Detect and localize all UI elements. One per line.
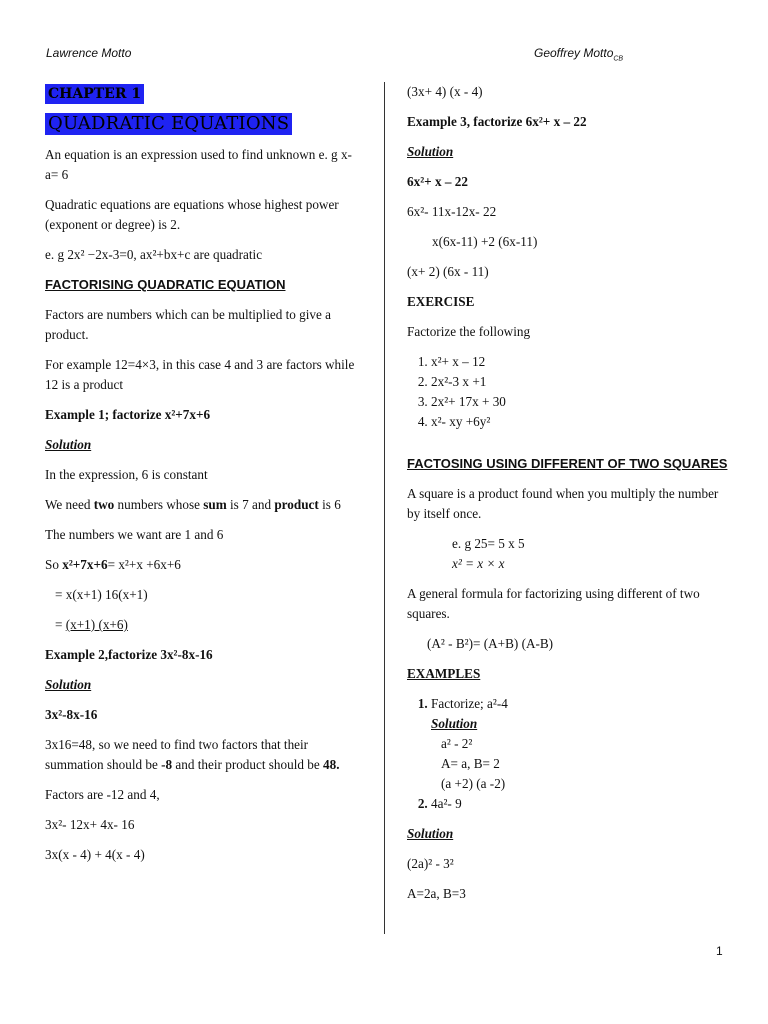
step-group-3: x(6x-11) +2 (6x-11) [432,234,538,249]
column-divider [384,82,385,934]
example-1-steps: a² - 2² A= a, B= 2 (a +2) (a -2) [441,736,506,791]
step-result-3: (x+ 2) (6x - 11) [407,264,489,279]
paragraph-factors-are: Factors are -12 and 4, [45,787,160,802]
solution-label-4: Solution [407,826,454,841]
heading-two-squares: FACTOSING USING DIFFERENT OF TWO SQUARES [407,456,728,471]
step-factor-1: = x(x+1) 16(x+1) [55,587,148,602]
exercise-instruction: Factorize the following [407,324,531,339]
exercise-item: 3. 2x²+ 17x + 30 [431,392,732,412]
paragraph-square-def: A square is a product found when you multiply the number by itself once. [407,486,719,521]
examples-list [407,694,732,814]
paragraph-need-two: We need two numbers whose sum is 7 and product is 6 [45,497,341,512]
solution-label-3: Solution [407,144,454,159]
heading-factorising: FACTORISING QUADRATIC EQUATION [45,277,286,292]
paragraph-quadratic-def: Quadratic equations are equations whose highest power (exponent or degree) is 2. [45,197,339,232]
step-two-squares: (2a)² - 3² [407,856,454,871]
chapter-title: QUADRATIC EQUATIONS [45,113,292,135]
step-split: 3x²- 12x+ 4x- 16 [45,817,135,832]
exercise-item: 2. 2x²-3 x +1 [431,372,732,392]
paragraph-equation-def: An equation is an expression used to find unknown e. g x-a= 6 [45,147,352,182]
example-3-expression: 6x²+ x – 22 [407,174,468,189]
right-column [407,82,732,914]
left-column [45,82,363,875]
step-group: 3x(x - 4) + 4(x - 4) [45,847,145,862]
formula-two-squares: (A² - B²)= (A+B) (A-B) [427,636,554,651]
example-3-heading: Example 3, factorize 6x²+ x – 22 [407,114,587,129]
chapter-label: CHAPTER 1 [45,84,144,104]
square-example-numeric: e. g 25= 5 x 5 [452,536,525,551]
page-number: 1 [716,944,723,958]
header-right-suffix: CB [613,55,624,63]
example-2-expression: 3x²-8x-16 [45,707,98,722]
paragraph-factors-example: For example 12=4×3, in this case 4 and 3 are factors while 12 is a product [45,357,355,392]
step-result-2: (3x+ 4) (x - 4) [407,84,483,99]
step-assign: A=2a, B=3 [407,886,466,901]
square-example-algebraic: x² = x × x [452,556,505,571]
step-so: So x²+7x+6= x²+x +6x+6 [45,557,181,572]
example-2-heading: Example 2,factorize 3x²-8x-16 [45,647,213,662]
step-split-3: 6x²- 11x-12x- 22 [407,204,497,219]
header-right-author [534,46,623,62]
paragraph-factors-def: Factors are numbers which can be multiplied to give a product. [45,307,332,342]
solution-label-2: Solution [45,677,92,692]
paragraph-numbers-wanted: The numbers we want are 1 and 6 [45,527,224,542]
paragraph-constant: In the expression, 6 is constant [45,467,208,482]
example-1-solution-label: Solution [431,716,478,731]
exercise-item: 4. x²- xy +6y² [431,412,732,432]
exercise-list [407,352,732,432]
paragraph-general-formula: A general formula for factorizing using different of two squares. [407,586,700,621]
example-1-heading: Example 1; factorize x²+7x+6 [45,407,211,422]
step-factor-2: = (x+1) (x+6) [55,617,128,632]
examples-heading: EXAMPLES [407,666,481,681]
paragraph-quadratic-example: e. g 2x² −2x-3=0, ax²+bx+c are quadratic [45,247,263,262]
example-item-2: 2. 4a²- 9 [431,794,732,814]
example-item-1: 1. Factorize; a²-4 Solution a² - 2² A= a, B= 2 (a +2) (a -2) [431,694,732,794]
header-left-author: Lawrence Motto [46,46,132,60]
header-right-name: Geoffrey Motto [534,46,614,60]
solution-label-1: Solution [45,437,92,452]
paragraph-summation: 3x16=48, so we need to find two factors that their summation should be -8 and their product should be 48. [45,737,340,772]
exercise-heading: EXERCISE [407,294,475,309]
exercise-item: 1. x²+ x – 12 [431,352,732,372]
